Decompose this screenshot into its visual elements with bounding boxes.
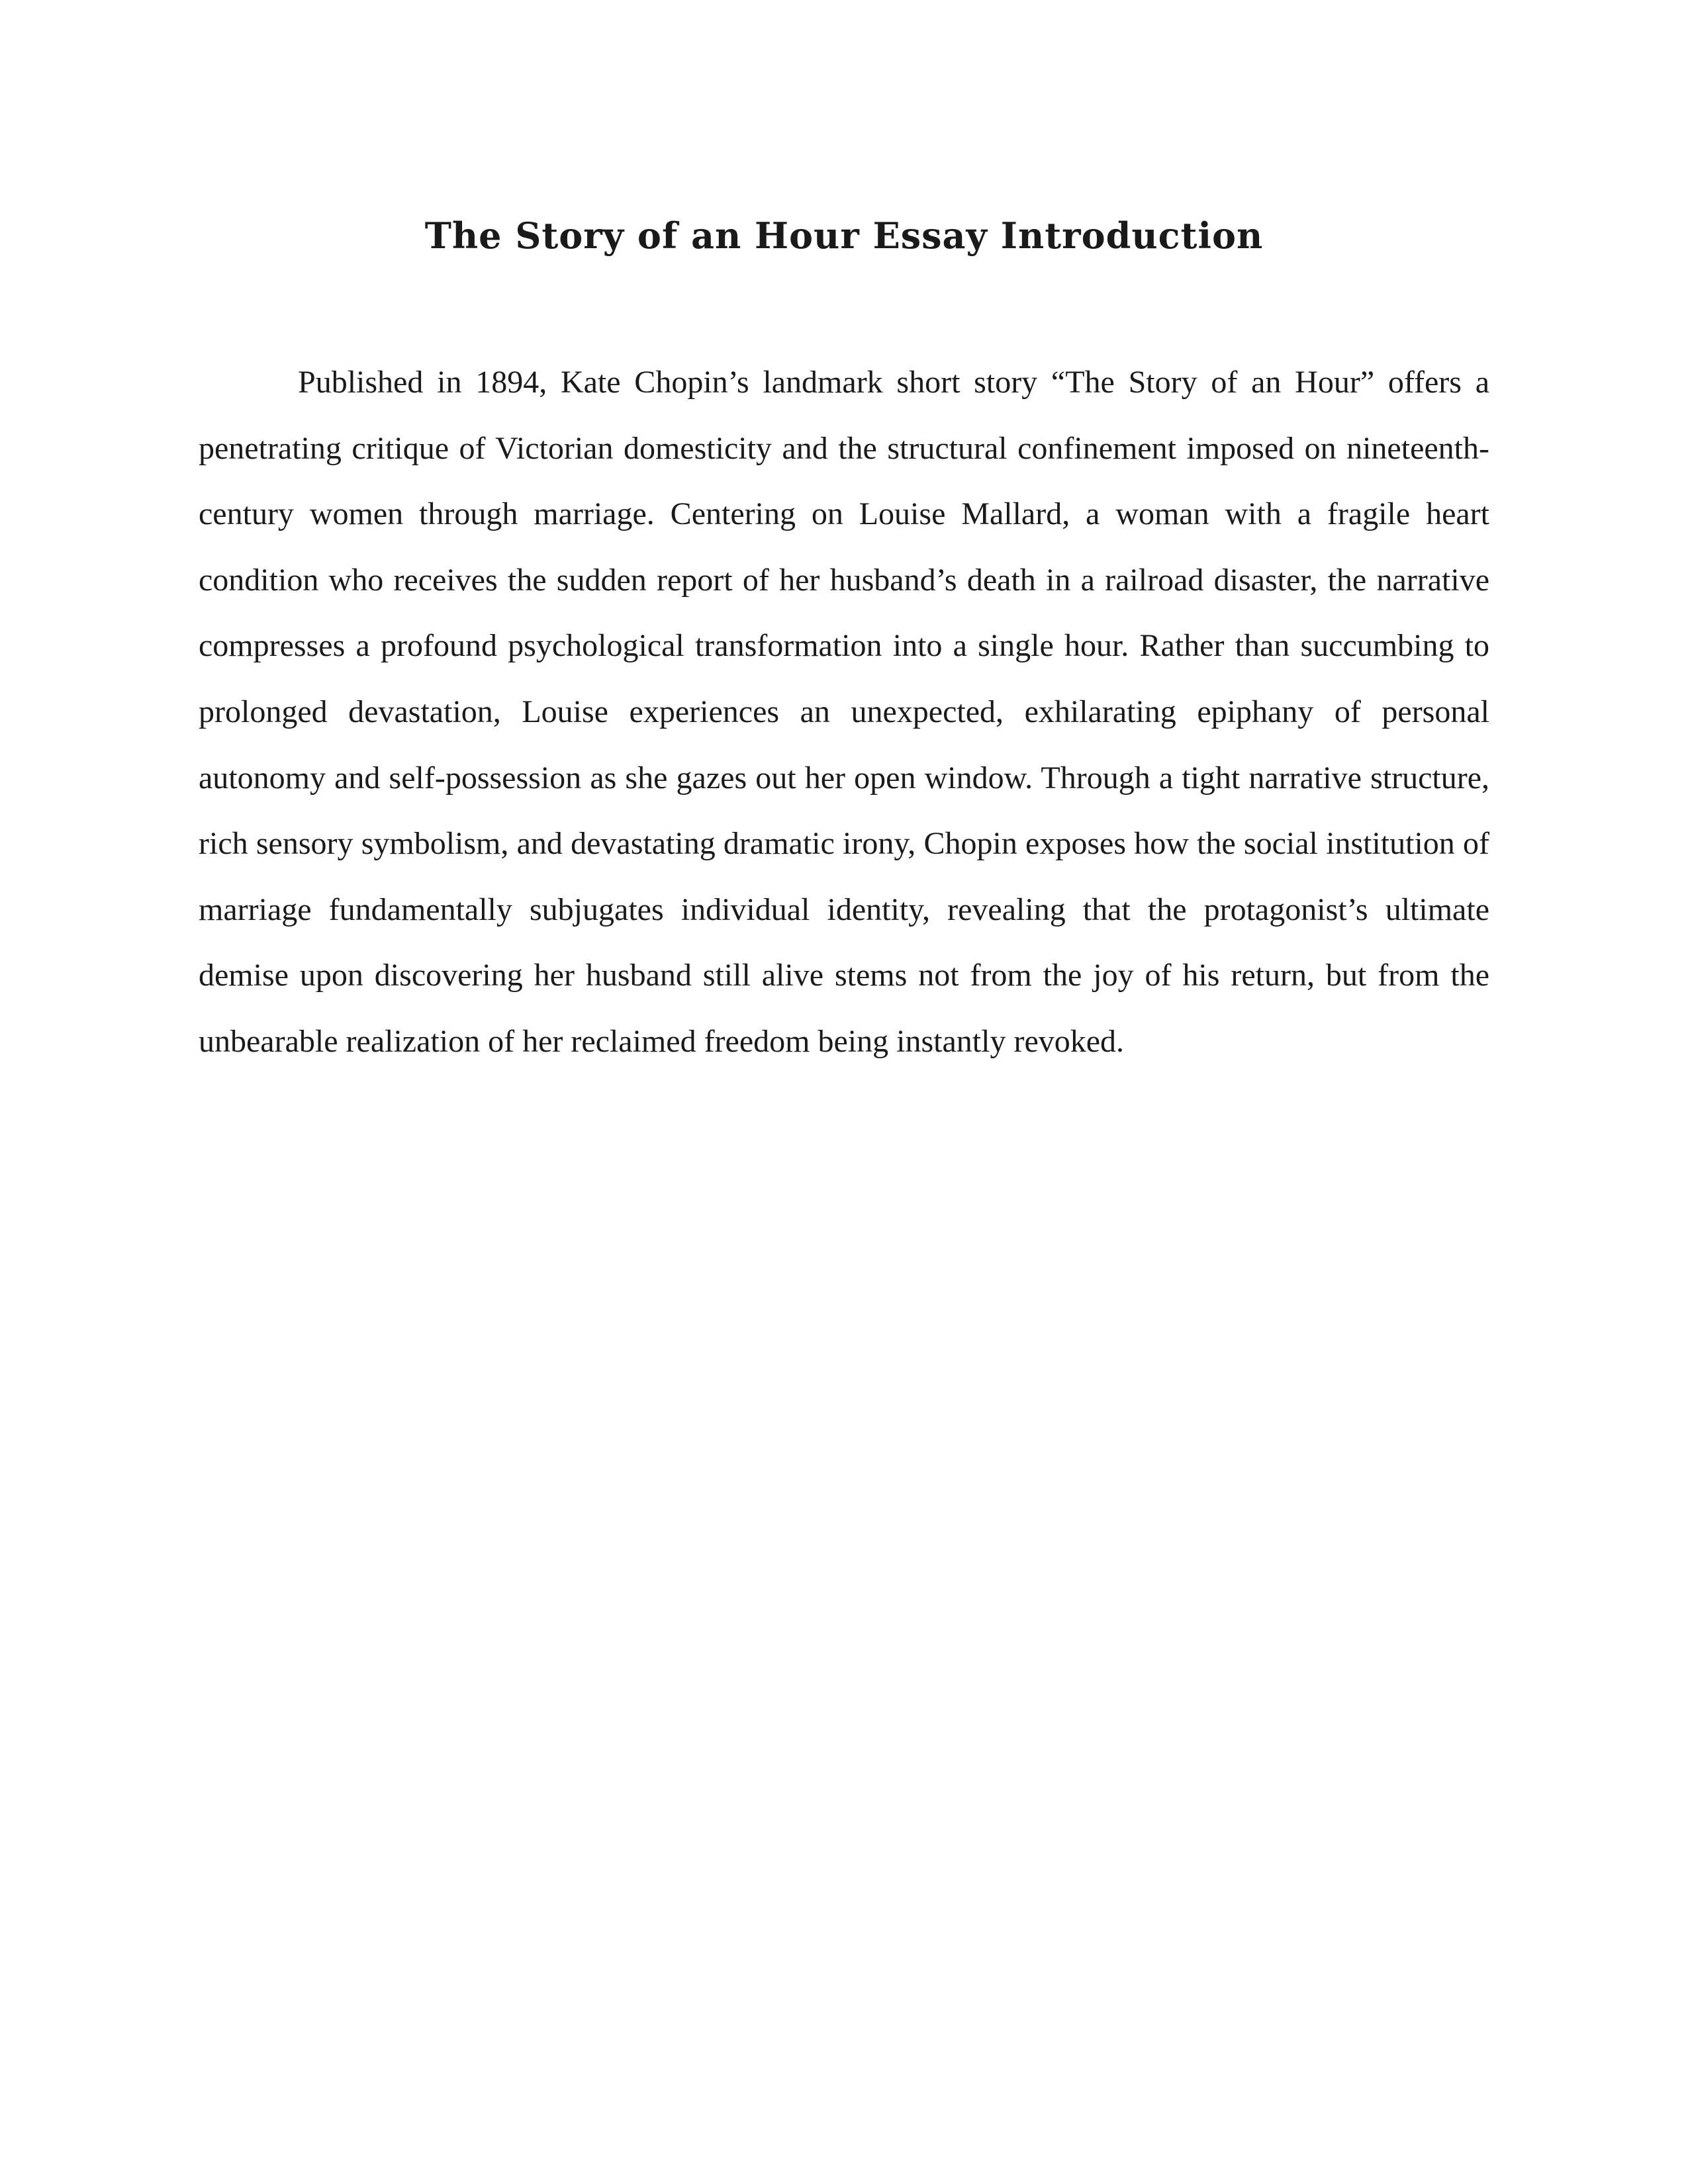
- document-title: The Story of an Hour Essay Introduction: [424, 214, 1264, 257]
- body-paragraph: Published in 1894, Kate Chopin’s landmark short story “The Story of an Hour” offers a penetrating critique of Victorian domesticity and the structural confinement imposed on nineteenth-century women through marriage. Centering on Louise Mallard, a woman with a fragile heart condition who receives the sudden report of her husband’s death in a railroad disaster, the narrative compresses a profound psychological transformation into a single hour. Rather than succumbing to prolonged devastation, Louise experiences an unexpected, exhilarating epiphany of personal autonomy and self-possession as she gazes out her open window. Through a tight narrative structure, rich sensory symbolism, and devastating dramatic irony, Chopin exposes how the social institution of marriage fundamentally subjugates individual identity, revealing that the protagonist’s ultimate demise upon discovering her husband still alive stems not from the joy of his return, but from the unbearable realization of her reclaimed freedom being instantly revoked.: [199, 365, 1489, 1059]
